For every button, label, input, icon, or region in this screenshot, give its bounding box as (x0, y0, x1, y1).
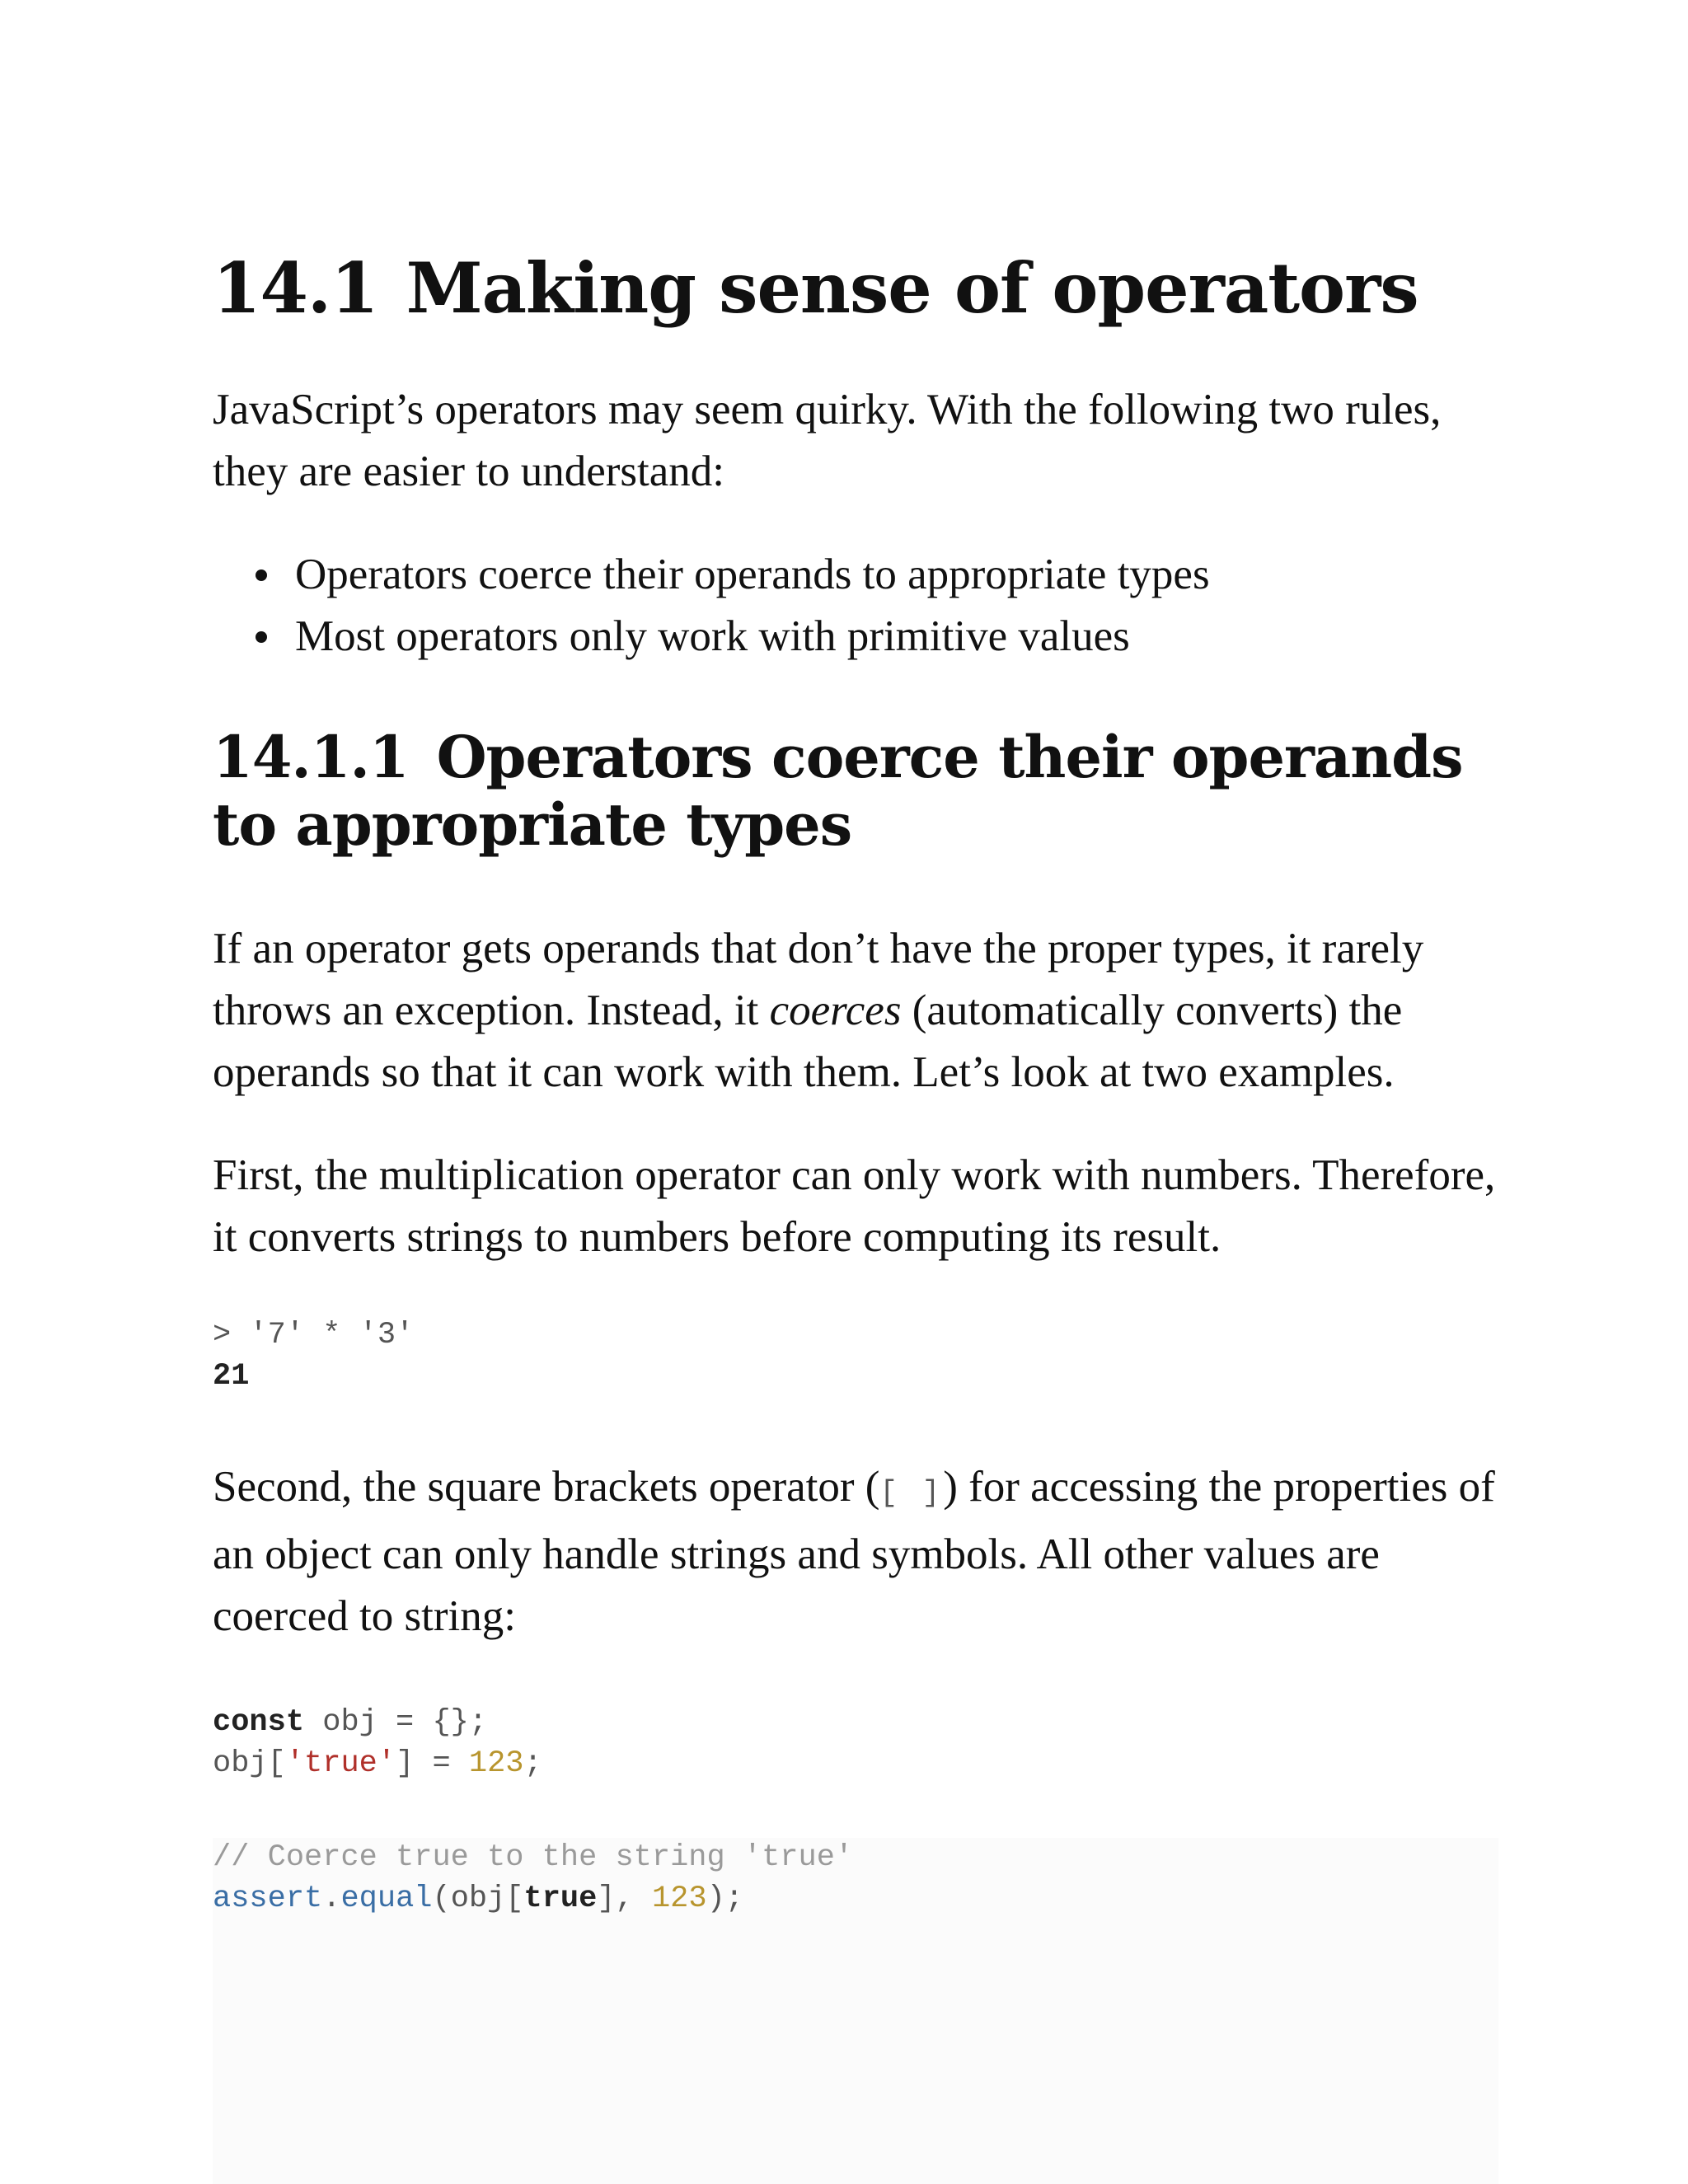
text-segment: If an operator gets operands that don’t have the proper types, it rarely throws an exception. Instead, it (213, 925, 1424, 1034)
list-item: Operators coerce their operands to appropriate types (256, 544, 1498, 606)
code-text: obj[ (213, 1746, 286, 1781)
repl-example (213, 1315, 1498, 1397)
subsection-title: Operators coerce their operands to appropriate types (213, 723, 1463, 859)
code-keyword: true (523, 1882, 598, 1916)
coercion-paragraph (213, 918, 1498, 1104)
code-number: 123 (468, 1746, 524, 1781)
code-text: ); (706, 1882, 744, 1916)
code-keyword: const (213, 1705, 305, 1740)
code-string: 'true' (285, 1746, 396, 1781)
code-text: . (322, 1882, 341, 1916)
subsection-heading (213, 724, 1498, 859)
section-heading (213, 247, 1498, 330)
repl-prompt: > '7' * '3' (213, 1318, 415, 1352)
brackets-paragraph (213, 1456, 1498, 1647)
code-spacer (213, 1784, 1498, 1837)
section-title: Making sense of operators (406, 247, 1418, 329)
code-text: ], (597, 1882, 652, 1916)
code-text: obj = {}; (304, 1705, 488, 1740)
text-segment: Second, the square brackets operator ( (213, 1463, 880, 1511)
code-example-assert (213, 1837, 1498, 1919)
subsection-number: 14.1.1 (213, 723, 409, 791)
code-text: ] = (396, 1746, 469, 1781)
rules-list (213, 544, 1498, 668)
code-identifier: assert (213, 1882, 323, 1916)
document-page (213, 247, 1498, 1919)
text-segment: ) for accessing the properties of an object can only handle strings and symbols. All other values are coerced to string: (213, 1463, 1495, 1640)
inline-code-brackets: [ ] (879, 1476, 944, 1510)
code-text: (obj[ (432, 1882, 524, 1916)
code-example (213, 1702, 1498, 1784)
list-item: Most operators only work with primitive values (256, 606, 1498, 668)
code-text: ; (523, 1746, 542, 1781)
section-number: 14.1 (213, 247, 378, 329)
repl-output: 21 (213, 1359, 250, 1394)
text-segment: (automatically converts) the operands so that it can work with them. Let’s look at two examples. (213, 987, 1403, 1096)
code-comment: // Coerce true to the string 'true' (213, 1840, 854, 1875)
code-number: 123 (651, 1882, 707, 1916)
code-function: equal (340, 1882, 433, 1916)
intro-paragraph: JavaScript’s operators may seem quirky. With the following two rules, they are easier to understand: (213, 386, 1442, 495)
emphasis-coerces: coerces (769, 987, 902, 1034)
multiplication-paragraph: First, the multiplication operator can only work with numbers. Therefore, it converts strings to numbers before computing its result. (213, 1151, 1496, 1261)
